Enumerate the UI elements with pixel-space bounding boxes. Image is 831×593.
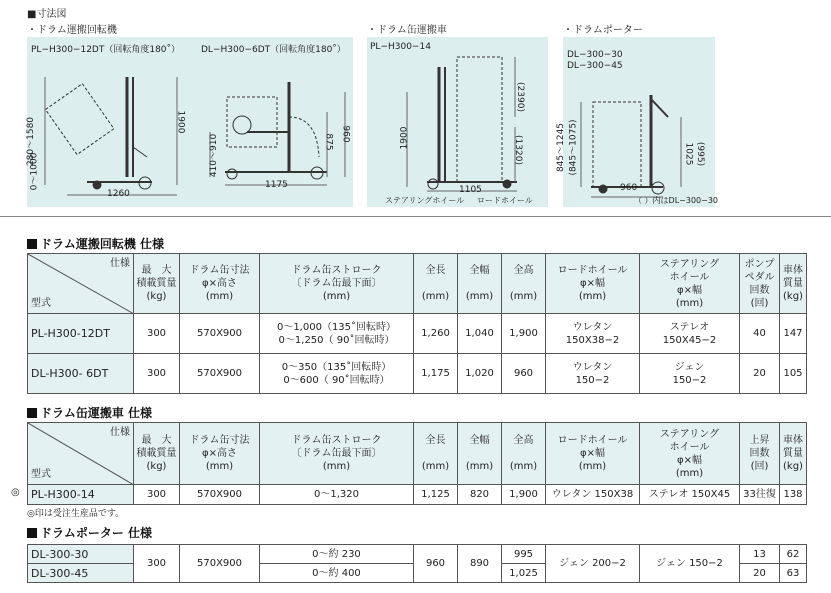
table1-title: [27, 235, 164, 252]
row-model: PL-H300-14: [28, 485, 134, 505]
row-length: 1,260: [414, 314, 458, 354]
dim-1900-carrier: 1900: [399, 126, 410, 150]
row-mass: 147: [780, 314, 807, 354]
rotator-spec-table: [27, 253, 807, 394]
porter-spec-table: [27, 544, 807, 583]
table3-title-text: ドラムポーター 仕様: [40, 526, 153, 540]
row-height: 1,025: [502, 564, 546, 583]
table2-title-text: ドラム缶運搬車 仕様: [40, 406, 153, 420]
row-steer-wheel: ステレオ 150X45−2: [640, 314, 740, 354]
dim-845-1245: 845〜1245: [556, 122, 567, 173]
row-model: DL-H300- 6DT: [28, 354, 134, 394]
table3-title-square: [27, 528, 37, 538]
row-pump: 20: [740, 354, 780, 394]
porter-note: （ ）内はDL−300−30: [634, 196, 719, 205]
row-width: 1,020: [458, 354, 502, 394]
row-mass: 62: [780, 545, 807, 564]
dim-410-910: 410〜910: [209, 133, 220, 178]
row-drum: 570X900: [180, 314, 260, 354]
row-height: 960: [502, 354, 546, 394]
drum-porter-figure: [556, 37, 715, 207]
model-label-pl-h300-14: PL−H300−14: [370, 42, 431, 52]
model-label-pl-h300-12dt: PL−H300−12DT（回転角度180˚）: [31, 45, 181, 55]
carrier-spec-table: [27, 422, 807, 505]
row-load-wheel: ウレタン 150−2: [546, 354, 640, 394]
row-drum: 570X900: [180, 354, 260, 394]
table2-header-width: 全幅 (mm): [458, 423, 502, 485]
dim-2390: (2390): [514, 82, 525, 112]
table1-header-height: 全高 (mm): [502, 254, 546, 314]
row-pump: 13: [740, 545, 780, 564]
drum-carrier-figure: [367, 37, 548, 207]
row-width: 820: [458, 485, 502, 505]
table2-title-square: [27, 408, 37, 418]
drum-rotator-figure: [27, 37, 353, 207]
table1-header-load-wheel: ロードホイール φ×幅 (mm): [546, 254, 640, 314]
row-height: 1,900: [502, 314, 546, 354]
table2-header-height: 全高 (mm): [502, 423, 546, 485]
drum-rotator-drawing: [27, 37, 353, 207]
steering-wheel-label: ステアリングホイール: [385, 196, 465, 205]
dim-1025: 1025: [683, 142, 694, 166]
row-steer-wheel: ステレオ 150X45: [640, 485, 740, 505]
dim-960: 960: [340, 125, 351, 143]
table2-title: [27, 404, 152, 421]
row-steer-wheel: ジェン 150−2: [640, 354, 740, 394]
dim-1175: 1175: [265, 180, 288, 190]
table2-corner-spec: 仕様: [110, 427, 130, 438]
table1-corner-model: 型式: [31, 298, 51, 309]
table2-corner-model: 型式: [31, 469, 51, 480]
table3-title: [27, 524, 152, 541]
table1-header-width: 全幅 (mm): [458, 254, 502, 314]
table2-header-steer-wheel: ステアリング ホイール φ×幅 (mm): [640, 423, 740, 485]
table-row: [28, 354, 807, 394]
table2-corner: [28, 423, 134, 485]
row-stroke: 0〜1,320: [260, 485, 414, 505]
table1-header-steer-wheel: ステアリング ホイール φ×幅 (mm): [640, 254, 740, 314]
panel1-caption: ・ドラム運搬回転機: [27, 25, 117, 36]
dim-280-1580: 280〜1580: [26, 116, 37, 167]
table-row: [28, 485, 807, 505]
dim-875: 875: [323, 133, 334, 151]
made-to-order-note: ◎印は受注生産品です。: [27, 509, 125, 519]
dim-1260: 1260: [107, 189, 130, 199]
table1-header-stroke: ドラム缶ストローク 〔ドラム缶最下面〕 (mm): [260, 254, 414, 314]
row-lift: 33往復: [740, 485, 780, 505]
row-length: 1,125: [414, 485, 458, 505]
row-stroke: 0〜350（135˚回転時） 0〜600（ 90˚回転時）: [260, 354, 414, 394]
table2-header-lift: 上昇 回数 (回): [740, 423, 780, 485]
table2-header-load: 最 大 積載質量 (kg): [134, 423, 180, 485]
row-load-wheel: ウレタン 150X38−2: [546, 314, 640, 354]
table1-title-text: ドラム運搬回転機 仕様: [40, 237, 165, 251]
dim-995: (995): [695, 141, 706, 167]
row-pump: 40: [740, 314, 780, 354]
model-label-dl-300-45: DL−300−45: [567, 61, 623, 71]
table1-header-pump: ポンプ ペダル 回数 (回): [740, 254, 780, 314]
table1-header-length: 全長 (mm): [414, 254, 458, 314]
table2-header-stroke: ドラム缶ストローク 〔ドラム缶最下面〕 (mm): [260, 423, 414, 485]
row-width: 890: [458, 545, 502, 583]
panel2-caption: ・ドラム缶運搬車: [367, 25, 447, 36]
load-wheel-label: ロードホイール: [477, 196, 533, 205]
row-load: 300: [134, 354, 180, 394]
table1-header-row: [28, 254, 807, 314]
row-length: 1,175: [414, 354, 458, 394]
row-pump: 20: [740, 564, 780, 583]
dim-0-1000: 0〜1000: [29, 152, 40, 191]
row-drum: 570X900: [180, 545, 260, 583]
table2-header-length: 全長 (mm): [414, 423, 458, 485]
row-drum: 570X900: [180, 485, 260, 505]
row-stroke: 0〜約 400: [260, 564, 414, 583]
model-label-dl-h300-6dt: DL−H300−6DT（回転角度180˚）: [201, 45, 346, 55]
dim-960-porter: 960: [620, 183, 638, 193]
table1-corner-spec: 仕様: [110, 258, 130, 269]
row-model: PL-H300-12DT: [28, 314, 134, 354]
table1-header-load: 最 大 積載質量 (kg): [134, 254, 180, 314]
table-row: [28, 314, 807, 354]
table2-header-mass: 車体 質量 (kg): [780, 423, 807, 485]
figures-heading: ■寸法図: [27, 9, 67, 20]
table1-header-mass: 車体 質量 (kg): [780, 254, 807, 314]
row-load-wheel: ウレタン 150X38: [546, 485, 640, 505]
table2-header-drum: ドラム缶寸法 φ×高さ (mm): [180, 423, 260, 485]
row-mass: 63: [780, 564, 807, 583]
row-height: 1,900: [502, 485, 546, 505]
model-label-dl-300-30: DL−300−30: [567, 50, 623, 60]
dim-845-1075: (845〜1075): [568, 119, 579, 176]
panel3-caption: ・ドラムポーター: [563, 25, 643, 36]
row-mass: 138: [780, 485, 807, 505]
table-row: [28, 545, 807, 564]
dim-1900: 1900: [175, 110, 186, 134]
row-stroke: 0〜約 230: [260, 545, 414, 564]
row-load: 300: [134, 485, 180, 505]
row-length: 960: [414, 545, 458, 583]
row-steer-wheel: ジェン 150−2: [640, 545, 740, 583]
dim-1320: (1320): [512, 135, 523, 165]
row-height: 995: [502, 545, 546, 564]
dim-1105: 1105: [459, 185, 482, 195]
section-divider: [0, 216, 831, 217]
row-load: 300: [134, 314, 180, 354]
row-mass: 105: [780, 354, 807, 394]
table1-corner: [28, 254, 134, 314]
row-model: DL-300-30: [28, 545, 134, 564]
table1-header-drum: ドラム缶寸法 φ×高さ (mm): [180, 254, 260, 314]
drum-carrier-drawing: [367, 37, 548, 207]
row-load-wheel: ジェン 200−2: [546, 545, 640, 583]
row-width: 1,040: [458, 314, 502, 354]
table2-header-row: [28, 423, 807, 485]
table2-header-load-wheel: ロードホイール φ×幅 (mm): [546, 423, 640, 485]
row-load: 300: [134, 545, 180, 583]
table1-title-square: [27, 239, 37, 249]
row-model: DL-300-45: [28, 564, 134, 583]
row-stroke: 0〜1,000（135˚回転時） 0〜1,250（ 90˚回転時）: [260, 314, 414, 354]
made-to-order-mark: ◎: [11, 487, 20, 498]
